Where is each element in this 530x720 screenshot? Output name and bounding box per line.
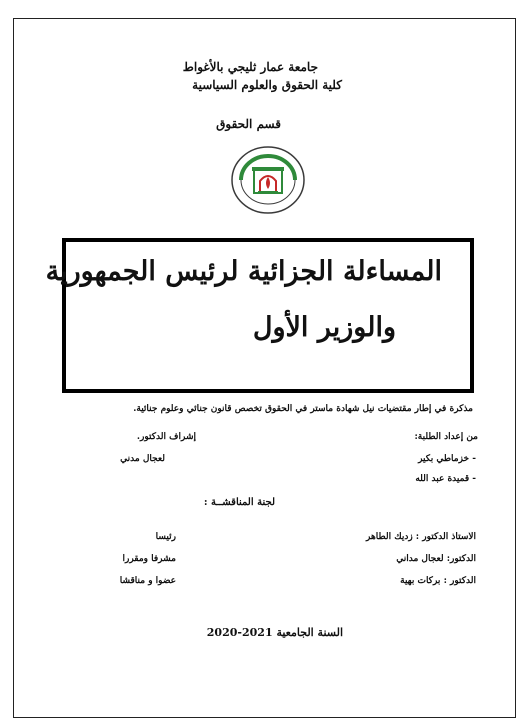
title-box bbox=[45, 238, 474, 393]
committee-label: لجنة المناقشــة : bbox=[203, 497, 275, 508]
committee-member-3-role: عضوا و مناقشا bbox=[119, 576, 176, 586]
thesis-description: مذكرة في إطار مقتضيات نيل شهادة ماستر في الحقوق تخصص قانون جنائي وعلوم جنائية. bbox=[133, 404, 473, 414]
committee-member-1-name: الاستاذ الدكتور : زديك الطاهر bbox=[366, 532, 476, 542]
university-logo bbox=[230, 145, 306, 215]
student-name-2: - قميدة عبد الله bbox=[415, 474, 476, 484]
student-name-1: - خزماطي بكير bbox=[418, 454, 476, 464]
committee-member-1-role: رئيسا bbox=[155, 532, 176, 542]
department-name: قسم الحقوق bbox=[216, 117, 281, 131]
university-name: جامعة عمار ثليجي بالأغواط bbox=[182, 60, 318, 74]
supervision-label: إشراف الدكتور. bbox=[136, 432, 196, 442]
academic-year-value: 2021-2020 bbox=[206, 626, 273, 639]
university-logo-icon bbox=[230, 145, 306, 215]
committee-member-2-name: الدكتور: لعجال مداني bbox=[396, 554, 476, 564]
thesis-title-line-1: المساءلة الجزائية لرئيس الجمهورية bbox=[45, 256, 442, 287]
thesis-title-line-2: والوزير الأول bbox=[252, 312, 396, 343]
academic-year-label: السنة الجامعية bbox=[276, 626, 343, 639]
academic-year bbox=[207, 626, 343, 639]
faculty-name: كلية الحقوق والعلوم السياسية bbox=[192, 78, 342, 92]
supervisor-name: لعجال مدني bbox=[120, 454, 165, 464]
committee-member-3-name: الدكتور : بركات بهية bbox=[400, 576, 476, 586]
committee-member-2-role: مشرفا ومقررا bbox=[122, 554, 176, 564]
prepared-by-label: من إعداد الطلبة: bbox=[414, 432, 478, 442]
